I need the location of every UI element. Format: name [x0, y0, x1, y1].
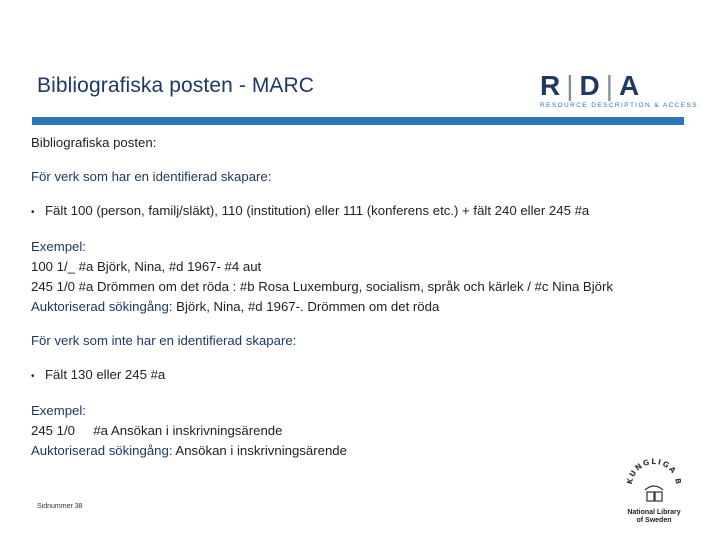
rda-logo-letter-r: R — [540, 70, 564, 101]
section2-heading: För verk som inte har en identifierad skapare: — [31, 333, 297, 348]
section2-bullet — [31, 365, 701, 387]
page-number: Sidnummer 38 — [37, 503, 83, 510]
kb-caption-line1: National Library — [627, 509, 681, 516]
title-rule — [32, 117, 684, 125]
rda-logo-letter-a: A — [619, 70, 643, 101]
kb-caption-line2: of Sweden — [636, 517, 672, 524]
section2-bullet-text: Fält 130 eller 245 #a — [45, 367, 166, 382]
kb-seal-icon — [618, 452, 690, 510]
kb-logo — [618, 452, 690, 532]
section1-example-line2: 245 1/0 #a Drömmen om det röda : #b Rosa Luxemburg, socialism, språk och kärlek / #c Nina Björk — [31, 279, 613, 294]
rda-logo-letter-d: D — [579, 70, 603, 101]
bullet-icon: • — [31, 207, 35, 218]
section1-auth-label: Auktoriserad sökingång: — [31, 299, 173, 314]
rda-logo-separator: | — [605, 70, 617, 101]
section2-example-label: Exempel: — [31, 403, 86, 418]
section1-example-line1: 100 1/_ #a Björk, Nina, #d 1967- #4 aut — [31, 259, 262, 274]
rda-logo-letters — [540, 72, 685, 100]
section2-example-line1: 245 1/0 #a Ansökan i inskrivningsärende — [31, 423, 283, 438]
rda-logo — [540, 70, 698, 112]
kb-caption — [618, 509, 690, 525]
section1-example-label: Exempel: — [31, 239, 86, 254]
section2-auth-line — [31, 441, 701, 461]
rda-logo-separator: | — [566, 70, 577, 101]
rda-logo-subtitle: RESOURCE DESCRIPTION & ACCESS — [540, 102, 698, 109]
section1-bullet-text: Fält 100 (person, familj/släkt), 110 (institution) eller 111 (konferens etc.) + fält 240 eller 245 #a — [45, 203, 590, 218]
kb-arc-text: KUNGLIGA B — [624, 456, 684, 487]
intro-text: Bibliografiska posten: — [31, 135, 157, 150]
section2-auth-label: Auktoriserad sökingång: — [31, 443, 173, 458]
section1-heading: För verk som har en identifierad skapare: — [31, 169, 272, 184]
section1-auth-value: Björk, Nina, #d 1967-. Drömmen om det röda — [172, 299, 440, 314]
slide-content — [31, 133, 701, 461]
section1-bullet — [31, 201, 701, 223]
bullet-icon: • — [31, 371, 35, 382]
section2-auth-value: Ansökan i inskrivningsärende — [172, 443, 347, 458]
slide-title: Bibliografiska posten - MARC — [37, 74, 315, 97]
section1-auth-line — [31, 297, 701, 317]
